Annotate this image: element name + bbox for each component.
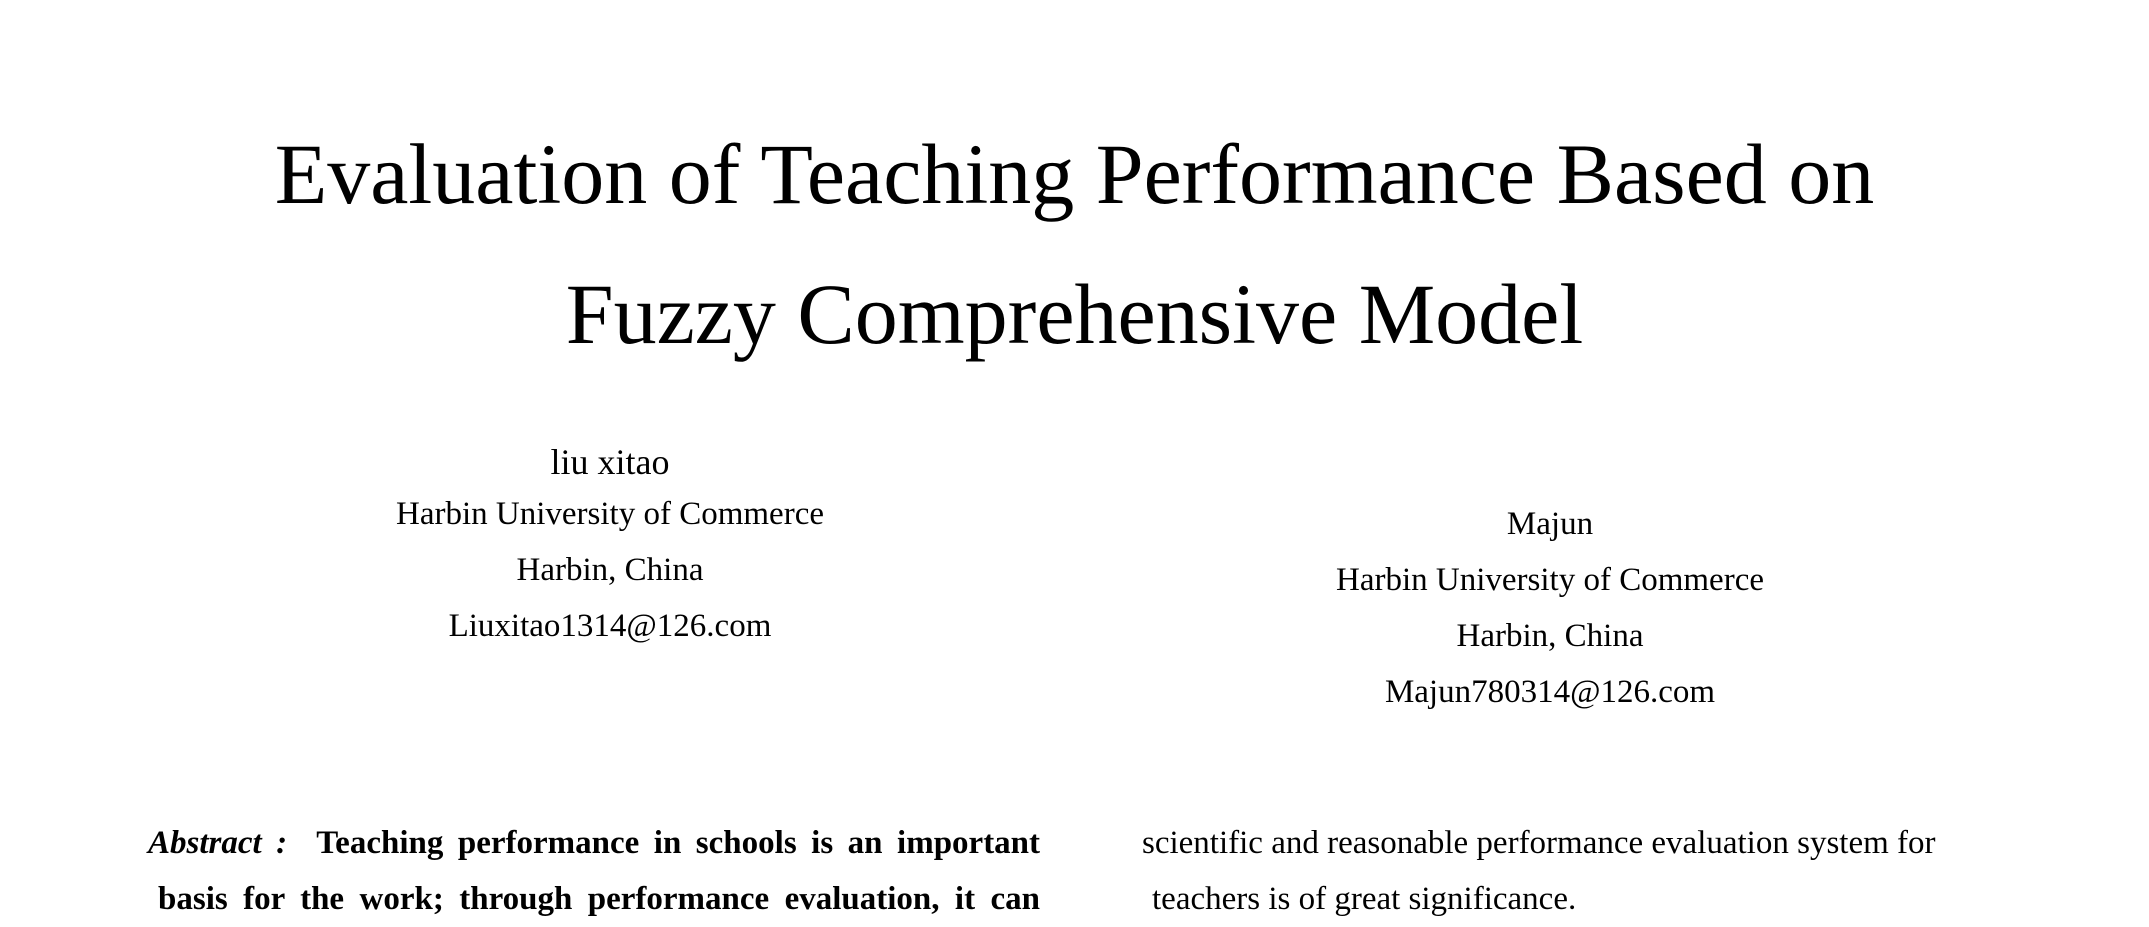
right-column-text <box>1142 815 2012 927</box>
author-affiliation: Harbin University of Commerce <box>1336 562 1764 598</box>
abstract-left-column <box>148 815 1040 927</box>
author-block-1 <box>310 438 910 654</box>
abstract-text: Teaching performance in schools is an important <box>316 825 1041 861</box>
author-location: Harbin, China <box>516 552 704 588</box>
paper-title-line-2: Fuzzy Comprehensive Model <box>565 266 1584 362</box>
paper-title-line-1: Evaluation of Teaching Performance Based on <box>274 126 1875 222</box>
author-block-2 <box>1250 496 1850 720</box>
author-name: liu xitao <box>550 442 670 482</box>
abstract-line <box>148 815 1040 871</box>
author-email: Liuxitao1314@126.com <box>448 608 772 644</box>
body-line: teachers is of great significance. <box>1152 881 1577 917</box>
author-email: Majun780314@126.com <box>1384 674 1716 710</box>
author-location: Harbin, China <box>1456 618 1644 654</box>
author-affiliation: Harbin University of Commerce <box>396 496 824 532</box>
abstract-line: basis for the work; through performance evaluation, it can <box>158 881 1040 917</box>
abstract-label: Abstract : <box>148 825 288 861</box>
author-name: Majun <box>1506 506 1594 542</box>
body-line: scientific and reasonable performance evaluation system for <box>1142 825 1936 861</box>
